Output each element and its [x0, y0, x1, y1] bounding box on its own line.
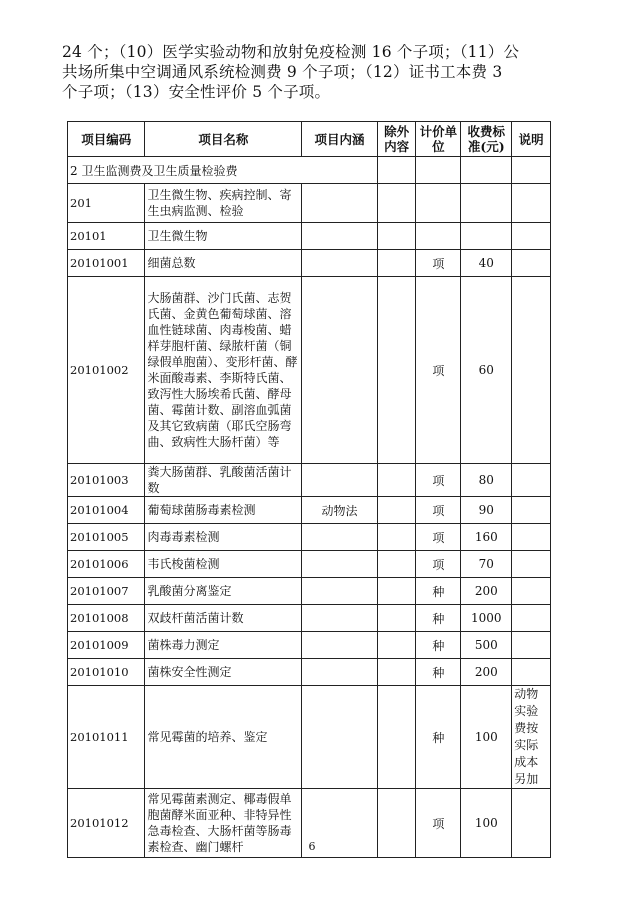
cell-code: 20101011 [68, 686, 145, 789]
fee-table [67, 121, 551, 858]
cell-name: 双歧杆菌活菌计数 [145, 605, 302, 632]
cell-note [512, 632, 551, 659]
cell-content [302, 632, 377, 659]
cell-unit: 项 [416, 497, 461, 524]
cell-note [512, 524, 551, 551]
cell-unit: 种 [416, 605, 461, 632]
table-row [68, 632, 551, 659]
table-row [68, 184, 551, 223]
cell-excluded [377, 632, 416, 659]
cell-price: 40 [461, 250, 512, 277]
cell-unit: 种 [416, 659, 461, 686]
cell-name: 葡萄球菌肠毒素检测 [145, 497, 302, 524]
cell-excluded [377, 524, 416, 551]
table-cell [461, 157, 512, 184]
cell-price: 1000 [461, 605, 512, 632]
cell-content [302, 578, 377, 605]
cell-price: 70 [461, 551, 512, 578]
header-name: 项目名称 [145, 122, 302, 157]
cell-name: 常见霉菌素测定、椰毒假单胞菌酵米面亚种、非特异性急毒检查、大肠杆菌等肠毒素检查、幽门螺杆 [145, 789, 302, 858]
cell-content [302, 223, 377, 250]
table-row [68, 659, 551, 686]
cell-unit: 项 [416, 524, 461, 551]
cell-price: 90 [461, 497, 512, 524]
intro-line: 24 个；（10）医学实验动物和放射免疫检测 16 个子项；（11）公 [62, 43, 520, 61]
cell-note [512, 605, 551, 632]
cell-content: 动物法 [302, 497, 377, 524]
cell-code: 20101009 [68, 632, 145, 659]
cell-unit: 项 [416, 277, 461, 464]
cell-code: 20101012 [68, 789, 145, 858]
cell-note: 动物实验费按实际成本另加 [512, 686, 551, 789]
cell-content [302, 277, 377, 464]
table-row [68, 250, 551, 277]
cell-excluded [377, 686, 416, 789]
cell-note [512, 551, 551, 578]
cell-price: 200 [461, 578, 512, 605]
cell-content [302, 464, 377, 497]
table-row [68, 497, 551, 524]
cell-code: 20101005 [68, 524, 145, 551]
cell-unit: 项 [416, 464, 461, 497]
cell-content [302, 184, 377, 223]
header-code: 项目编码 [68, 122, 145, 157]
cell-content [302, 605, 377, 632]
cell-unit: 项 [416, 551, 461, 578]
cell-name: 粪大肠菌群、乳酸菌活菌计数 [145, 464, 302, 497]
cell-excluded [377, 605, 416, 632]
cell-name: 乳酸菌分离鉴定 [145, 578, 302, 605]
cell-name: 韦氏梭菌检测 [145, 551, 302, 578]
cell-name: 常见霉菌的培养、鉴定 [145, 686, 302, 789]
cell-unit [416, 184, 461, 223]
cell-note [512, 659, 551, 686]
cell-note [512, 464, 551, 497]
table-cell [512, 157, 551, 184]
cell-price: 100 [461, 686, 512, 789]
cell-code: 20101006 [68, 551, 145, 578]
cell-price: 80 [461, 464, 512, 497]
table-cell [416, 157, 461, 184]
cell-content [302, 524, 377, 551]
header-content: 项目内涵 [302, 122, 377, 157]
intro-line: 共场所集中空调通风系统检测费 9 个子项；（12）证书工本费 3 [62, 63, 503, 81]
cell-unit: 项 [416, 250, 461, 277]
header-price: 收费标准(元) [461, 122, 512, 157]
cell-excluded [377, 551, 416, 578]
table-row [68, 605, 551, 632]
table-row [68, 551, 551, 578]
cell-code: 20101 [68, 223, 145, 250]
page-number: 6 [308, 840, 316, 853]
cell-note [512, 497, 551, 524]
table-cell [377, 157, 416, 184]
cell-name: 卫生微生物 [145, 223, 302, 250]
cell-name: 细菌总数 [145, 250, 302, 277]
cell-unit: 项 [416, 789, 461, 858]
cell-price [461, 184, 512, 223]
cell-content [302, 551, 377, 578]
table-row [68, 223, 551, 250]
cell-name: 肉毒毒素检测 [145, 524, 302, 551]
intro-paragraph [62, 42, 562, 102]
table-row [68, 686, 551, 789]
cell-content [302, 250, 377, 277]
table-header-row [68, 122, 551, 157]
cell-note [512, 184, 551, 223]
cell-code: 20101001 [68, 250, 145, 277]
cell-code: 201 [68, 184, 145, 223]
cell-price: 60 [461, 277, 512, 464]
cell-note [512, 250, 551, 277]
cell-content [302, 659, 377, 686]
cell-excluded [377, 184, 416, 223]
cell-excluded [377, 223, 416, 250]
cell-excluded [377, 464, 416, 497]
cell-excluded [377, 659, 416, 686]
cell-name: 大肠菌群、沙门氏菌、志贺氏菌、金黄色葡萄球菌、溶血性链球菌、肉毒梭菌、蜡样芽胞杆菌、绿脓杆菌（铜绿假单胞菌）、变形杆菌、酵米面酸毒素、李斯特氏菌、致泻性大肠埃希氏菌、酵母菌、霉菌计数、副溶血弧菌及其它致病菌（耶氏空肠弯曲、致病性大肠杆菌）等 [145, 277, 302, 464]
cell-code: 20101002 [68, 277, 145, 464]
cell-content [302, 686, 377, 789]
cell-unit: 种 [416, 632, 461, 659]
table-row [68, 578, 551, 605]
cell-unit: 种 [416, 578, 461, 605]
cell-note [512, 223, 551, 250]
section-title: 2 卫生监测费及卫生质量检验费 [68, 157, 378, 184]
header-note: 说明 [512, 122, 551, 157]
cell-price: 160 [461, 524, 512, 551]
cell-note [512, 277, 551, 464]
cell-excluded [377, 277, 416, 464]
cell-price: 500 [461, 632, 512, 659]
cell-name: 卫生微生物、疾病控制、寄生虫病监测、检验 [145, 184, 302, 223]
section-row [68, 157, 551, 184]
cell-code: 20101007 [68, 578, 145, 605]
header-unit: 计价单位 [416, 122, 461, 157]
cell-note [512, 578, 551, 605]
cell-excluded [377, 250, 416, 277]
cell-unit [416, 223, 461, 250]
cell-price [461, 223, 512, 250]
cell-excluded [377, 497, 416, 524]
table-row [68, 277, 551, 464]
cell-price: 100 [461, 789, 512, 858]
cell-code: 20101003 [68, 464, 145, 497]
cell-code: 20101008 [68, 605, 145, 632]
cell-code: 20101004 [68, 497, 145, 524]
header-excluded: 除外内容 [377, 122, 416, 157]
table-row [68, 464, 551, 497]
cell-excluded [377, 578, 416, 605]
intro-line: 个子项；（13）安全性评价 5 个子项。 [62, 83, 331, 101]
cell-name: 菌株安全性测定 [145, 659, 302, 686]
cell-price: 200 [461, 659, 512, 686]
cell-unit: 种 [416, 686, 461, 789]
cell-code: 20101010 [68, 659, 145, 686]
table-row [68, 524, 551, 551]
cell-name: 菌株毒力测定 [145, 632, 302, 659]
